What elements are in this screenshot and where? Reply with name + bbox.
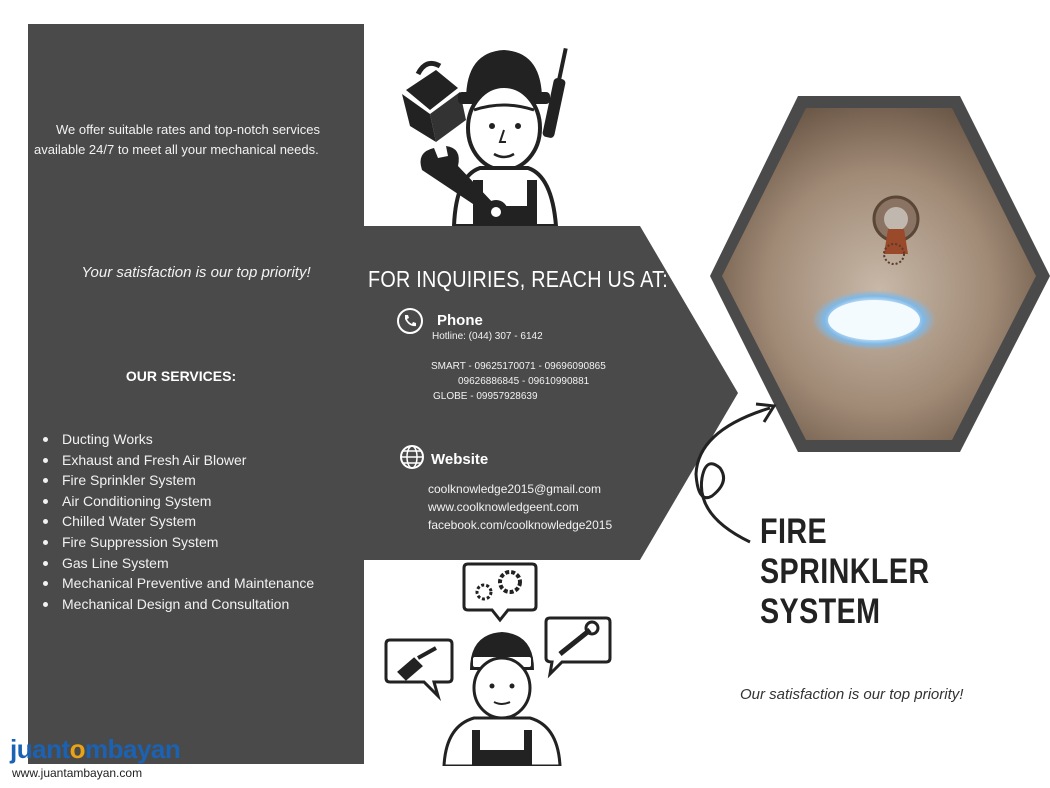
list-item: Mechanical Preventive and Maintenance [40,573,314,594]
email-link[interactable]: coolknowledge2015@gmail.com [428,482,601,496]
list-item: Fire Suppression System [40,532,314,553]
logo-o: o [69,734,85,764]
title-line-2: SYSTEM [760,592,881,631]
watermark-url: www.juantambayan.com [12,766,143,780]
list-item: Gas Line System [40,553,314,574]
screwdriver-bubble-icon [386,640,452,696]
worker-thinking-icon [384,560,624,766]
wrench-bubble-icon [546,618,610,674]
logo-text-2: mbayan [85,734,181,764]
globe-numbers: GLOBE - 09957928639 [433,391,538,402]
title-line-1: FIRE SPRINKLER [760,512,930,591]
gears-icon [464,564,536,620]
services-heading: OUR SERVICES: [125,368,237,384]
worker-icon [396,30,596,240]
list-item: Ducting Works [40,429,314,450]
list-item: Exhaust and Fresh Air Blower [40,450,314,471]
hotline-text: Hotline: (044) 307 - 6142 [432,331,543,342]
smart-numbers-1: SMART - 09625170071 - 09696090865 [431,361,606,372]
page-title [760,512,998,632]
phone-icon [396,307,424,335]
phone-label: Phone [437,312,483,329]
list-item: Mechanical Design and Consultation [40,594,314,615]
list-item: Fire Sprinkler System [40,470,314,491]
services-list [40,429,314,614]
left-tagline: Your satisfaction is our top priority! [81,264,311,281]
watermark-logo [10,734,180,765]
list-item: Air Conditioning System [40,491,314,512]
list-item: Chilled Water System [40,511,314,532]
smart-numbers-2: 09626886845 - 09610990881 [458,376,590,387]
inquiries-title: FOR INQUIRIES, REACH US AT: [368,266,669,292]
globe-icon [398,443,426,471]
toolbox-icon [402,63,466,142]
website-label: Website [431,451,489,468]
intro-text: We offer suitable rates and top-notch services available 24/7 to meet all your mechanical needs. [34,122,320,157]
logo-text-1: juant [10,734,70,764]
facebook-link[interactable]: facebook.com/coolknowledge2015 [428,518,613,532]
website-link[interactable]: www.coolknowledgeent.com [428,500,579,514]
right-tagline: Our satisfaction is our top priority! [740,686,964,703]
